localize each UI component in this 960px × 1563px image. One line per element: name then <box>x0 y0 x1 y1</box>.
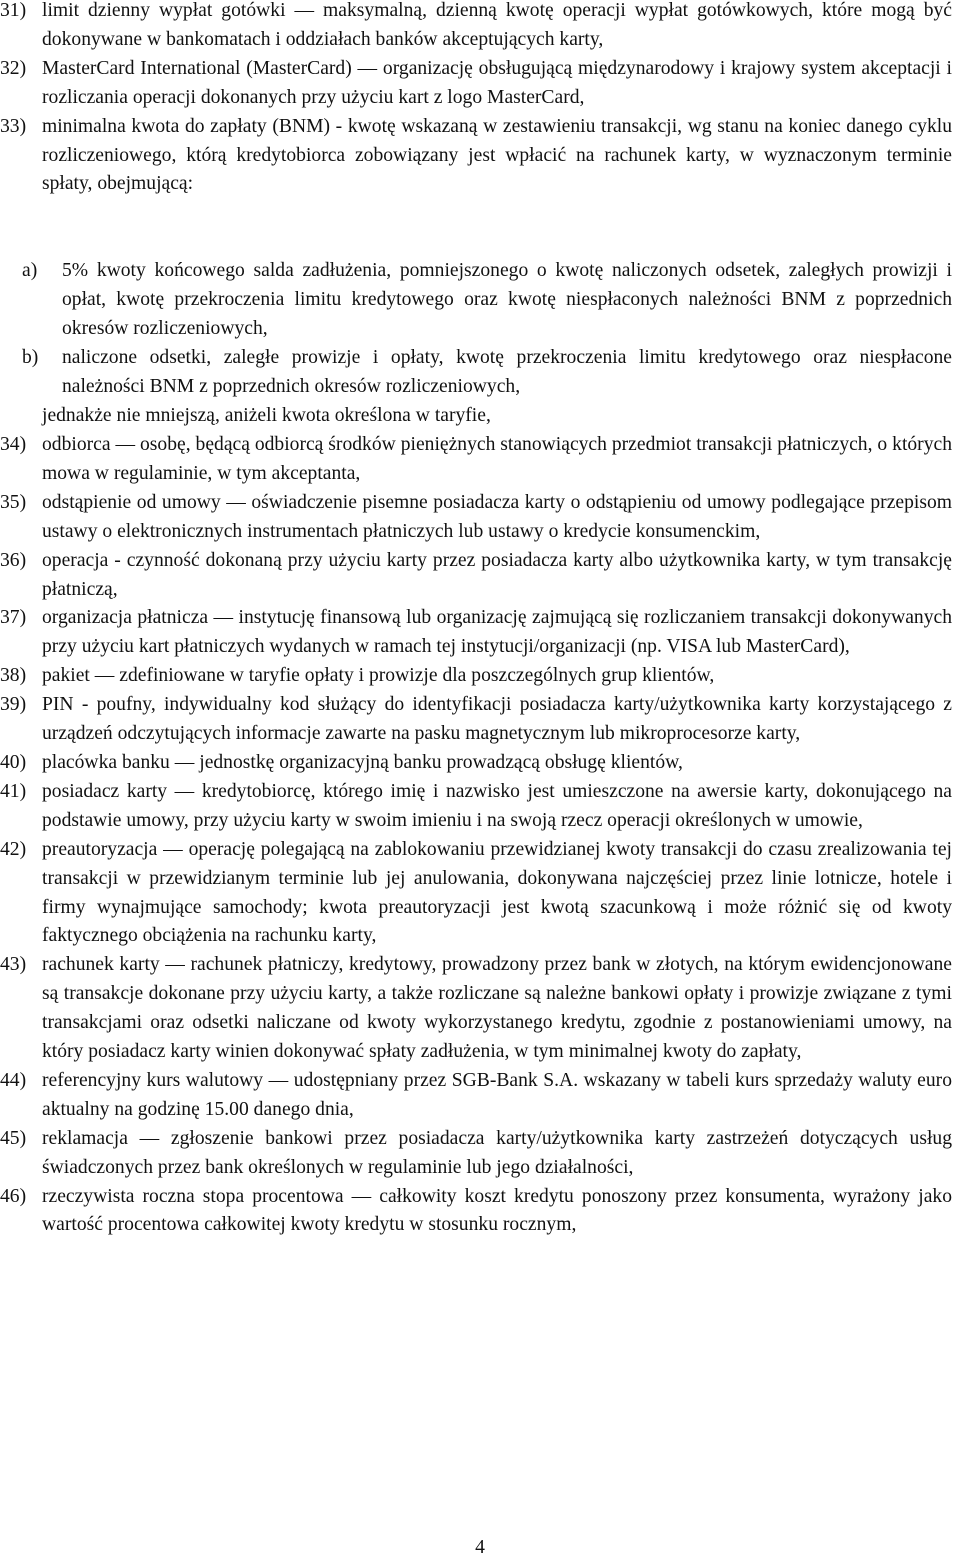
definition-number: 45) <box>0 1127 27 1149</box>
definition-number: 32) <box>0 57 27 79</box>
continuation-line <box>0 402 960 431</box>
definition-number: 41) <box>0 780 27 802</box>
definition-number: 38) <box>0 665 27 687</box>
definition-text: minimalna kwota do zapłaty (BNM) - kwotę wskazaną w zestawieniu transakcji, wg stanu na koniec danego cyklu rozliczeniowego, którą kredytobiorca zobowiązany jest wpłacić na rachunek karty, w wyznaczonym terminie spłaty, obejmującą: <box>42 115 952 195</box>
definition-text: preautoryzacja — operację polegającą na zablokowaniu przewidzianej kwoty transakcji do czasu zrealizowania tej transakcji w przewidzianym terminie lub jej anulowania, dokonywana najczęściej przez linie lotnicze, hotele i firmy wynajmujące samochody; kwota preautoryzacji jest kwotą szacunkową i może różnić się od kwoty faktycznego obciążenia na rachunku karty, <box>42 838 952 947</box>
definition-text: limit dzienny wypłat gotówki — maksymalną, dzienną kwotę operacji wypłat gotówkowych, które mogą być dokonywane w bankomatach i oddziałach banków akceptujących karty, <box>42 0 952 50</box>
definition-number: 36) <box>0 549 27 571</box>
definition-text: operacja - czynność dokonaną przy użyciu karty przez posiadacza karty albo użytkownika karty, w tym transakcję płatniczą, <box>42 549 952 600</box>
definition-text: pakiet — zdefiniowane w taryfie opłaty i prowizje dla poszczególnych grup klientów, <box>42 665 715 687</box>
definition-text: PIN - poufny, indywidualny kod służący do identyfikacji posiadacza karty/użytkownika karty korzystającego z urządzeń odczytujących informacje zawarte na pasku magnetycznym lub mikroprocesorze karty, <box>42 694 952 745</box>
definition-text: posiadacz karty — kredytobiorcę, którego imię i nazwisko jest umieszczone na awersie karty, dokonującego na podstawie umowy, przy użyciu karty w swoim imieniu i na swoją rzecz operacji określonych w umowie, <box>42 780 952 831</box>
definition-number: 34) <box>0 434 27 455</box>
definition-item <box>0 951 960 1067</box>
definition-item <box>0 0 960 55</box>
definition-text: reklamacja — zgłoszenie bankowi przez posiadacza karty/użytkownika karty zastrzeżeń dotyczących usług świadczonych przez bank określonych w regulaminie lub jego działalności, <box>42 1127 952 1178</box>
definition-item <box>0 662 960 691</box>
definition-number: 46) <box>0 1185 27 1207</box>
definition-text: rzeczywista roczna stopa procentowa — całkowity koszt kredytu ponoszony przez konsumenta, wyrażony jako wartość procentowa całkowitej kwoty kredytu w stosunku rocznym, <box>42 1185 952 1236</box>
definition-item <box>0 1125 960 1183</box>
definition-item <box>0 431 960 489</box>
definition-number: 44) <box>0 1069 27 1091</box>
definition-item <box>0 489 960 547</box>
definition-item <box>0 1067 960 1125</box>
sub-item <box>0 257 960 344</box>
sub-item <box>0 344 960 402</box>
definition-text: referencyjny kurs walutowy — udostępniany przez SGB-Bank S.A. wskazany w tabeli kurs sprzedaży waluty euro aktualny na godzinę 15.00 danego dnia, <box>42 1069 952 1120</box>
sub-item-text: 5% kwoty końcowego salda zadłużenia, pomniejszonego o kwotę naliczonych odsetek, zaległych prowizji i opłat, kwotę przekroczenia limitu kredytowego oraz kwotę niespłaconych należności BNM z poprzednich okresów rozliczeniowych, <box>62 260 952 339</box>
definitions-block-1 <box>0 0 960 199</box>
sub-item-letter: a) <box>22 260 38 281</box>
definition-text: MasterCard International (MasterCard) — organizację obsługującą międzynarodowy i krajowy system akceptacji i rozliczania operacji dokonanych przy użyciu kart z logo MasterCard, <box>42 57 952 108</box>
definitions-block-2 <box>0 431 960 1240</box>
definition-number: 42) <box>0 838 27 860</box>
definition-text: odbiorca — osobę, będącą odbiorcą środków pieniężnych stanowiących przedmiot transakcji płatniczych, o których mowa w regulaminie, w tym akceptanta, <box>42 434 952 484</box>
definition-number: 31) <box>0 0 27 21</box>
definition-number: 40) <box>0 751 27 773</box>
definition-item <box>0 55 960 113</box>
page-number: 4 <box>475 1537 485 1558</box>
continuation-text: jednakże nie mniejszą, aniżeli kwota określona w taryfie, <box>42 405 491 426</box>
definition-number: 35) <box>0 491 27 513</box>
definition-item <box>0 778 960 836</box>
definition-item <box>0 547 960 605</box>
definition-item <box>0 113 960 200</box>
definition-text: placówka banku — jednostkę organizacyjną banku prowadzącą obsługę klientów, <box>42 751 683 773</box>
definition-number: 43) <box>0 954 27 976</box>
definition-text: organizacja płatnicza — instytucję finansową lub organizację zajmującą się rozliczaniem transakcji dokonywanych przy użyciu kart płatniczych wydanych w ramach tej instytucji/organizacji (np. VISA lub MasterCard), <box>42 607 952 658</box>
definition-item <box>0 604 960 662</box>
sub-items-block <box>0 257 960 402</box>
definition-item <box>0 691 960 749</box>
definition-item <box>0 1183 960 1241</box>
sub-item-text: naliczone odsetki, zaległe prowizje i opłaty, kwotę przekroczenia limitu kredytowego oraz niespłacone należności BNM z poprzednich okresów rozliczeniowych, <box>62 346 952 397</box>
sub-item-letter: b) <box>22 346 39 368</box>
definition-item <box>0 749 960 778</box>
definition-text: odstąpienie od umowy — oświadczenie pisemne posiadacza karty o odstąpieniu od umowy podlegające przepisom ustawy o elektronicznych instrumentach płatniczych lub ustawy o kredycie konsumenckim, <box>42 491 952 542</box>
definition-number: 39) <box>0 694 27 716</box>
definition-number: 33) <box>0 115 27 137</box>
definition-number: 37) <box>0 607 27 629</box>
definition-item <box>0 836 960 952</box>
definition-text: rachunek karty — rachunek płatniczy, kredytowy, prowadzony przez bank w złotych, na którym ewidencjonowane są transakcje dokonane przy użyciu karty, a także rozliczane są należne bankowi opłaty i prowizje związane z tymi transakcjami oraz odsetki naliczane od kwoty wykorzystanego kredytu, zgodnie z postanowieniami umowy, na który posiadacz karty winien dokonywać spłaty zadłużenia, w tym minimalnej kwoty do zapłaty, <box>42 954 952 1063</box>
